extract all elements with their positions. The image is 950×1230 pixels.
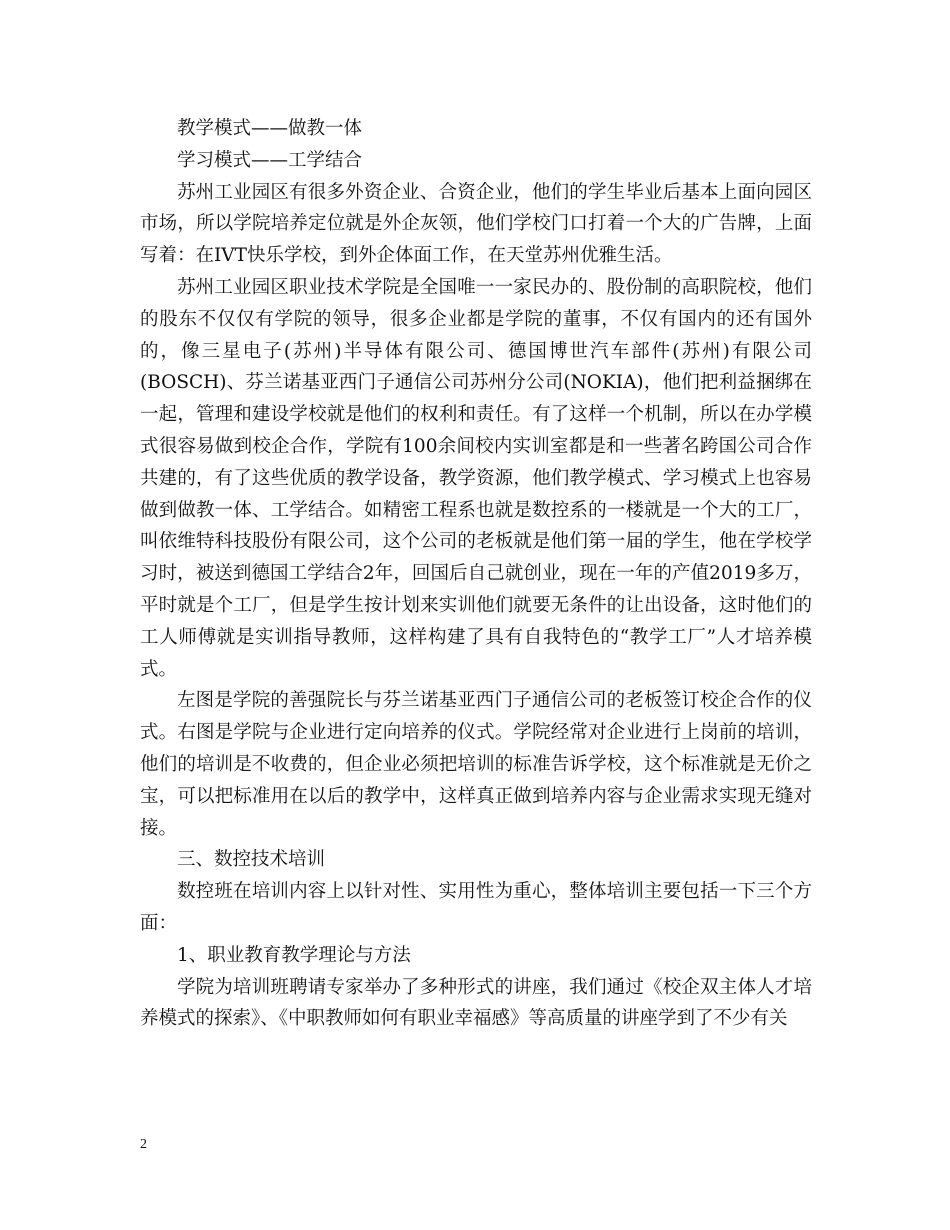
subheading-vocational-theory: 1、职业教育教学理论与方法 (177, 944, 411, 966)
paragraph-learning-mode: 学习模式——工学结合 (177, 149, 363, 171)
paragraph-teaching-mode: 教学模式——做教一体 (177, 118, 363, 139)
paragraph-industrial-park: 苏州工业园区有很多外资企业、合资企业，他们的学生毕业后基本上面向园区市场，所以学院培养定位就是外企灰领，他们学校门口打着一个大的广告牌，上面写着：在IVT快乐学校，到外企体面工作，在天堂苏州优雅生活。 (140, 181, 812, 267)
paragraph-lectures: 学院为培训班聘请专家举办了多种形式的讲座，我们通过《校企双主体人才培养模式的探索》、《中职教师如何有职业幸福感》等高质量的讲座学到了不少有关 (140, 976, 812, 1030)
paragraph-college-introduction: 苏州工业园区职业技术学院是全国唯一一家民办的、股份制的高职院校，他们的股东不仅仅有学院的领导，很多企业都是学院的董事，不仅有国内的还有国外的，像三星电子(苏州)半导体有限公司、德国博世汽车部件(苏州)有限公司(BOSCH)、芬兰诺基亚西门子通信公司苏州分公司(NOKIA)，他们把利益捆绑在一起，管理和建设学校就是他们的权利和责任。有了这样一个机制，所以在办学模式很容易做到校企合作，学院有100余间校内实训室都是和一些著名跨国公司合作共建的，有了这些优质的教学设备，教学资源，他们教学模式、学习模式上也容易做到做教一体、工学结合。如精密工程系也就是数控系的一楼就是一个大的工厂，叫依维特科技股份有限公司，这个公司的老板就是他们第一届的学生，他在学校学习时，被送到德国工学结合2年，回国后自己就创业，现在一年的产值2019多万，平时就是个工厂，但是学生按计划来实训他们就要无条件的让出设备，这时他们的工人师傅就是实训指导教师，这样构建了具有自我特色的“教学工厂”人才培养模式。 (140, 276, 812, 680)
paragraph-photo-description: 左图是学院的善强院长与芬兰诺基亚西门子通信公司的老板签订校企合作的仪式。右图是学院与企业进行定向培养的仪式。学院经常对企业进行上岗前的培训，他们的培训是不收费的，但企业必须把培训的标准告诉学校，这个标准就是无价之宝，可以把标准用在以后的教学中，这样真正做到培养内容与企业需求实现无缝对接。 (140, 690, 812, 839)
document-body (140, 113, 812, 1035)
page-number: 2 (140, 1137, 147, 1152)
section-heading-cnc-training: 三、数控技术培训 (177, 849, 326, 871)
paragraph-training-content: 数控班在培训内容上以针对性、实用性为重心，整体培训主要包括一下三个方面： (140, 881, 812, 934)
